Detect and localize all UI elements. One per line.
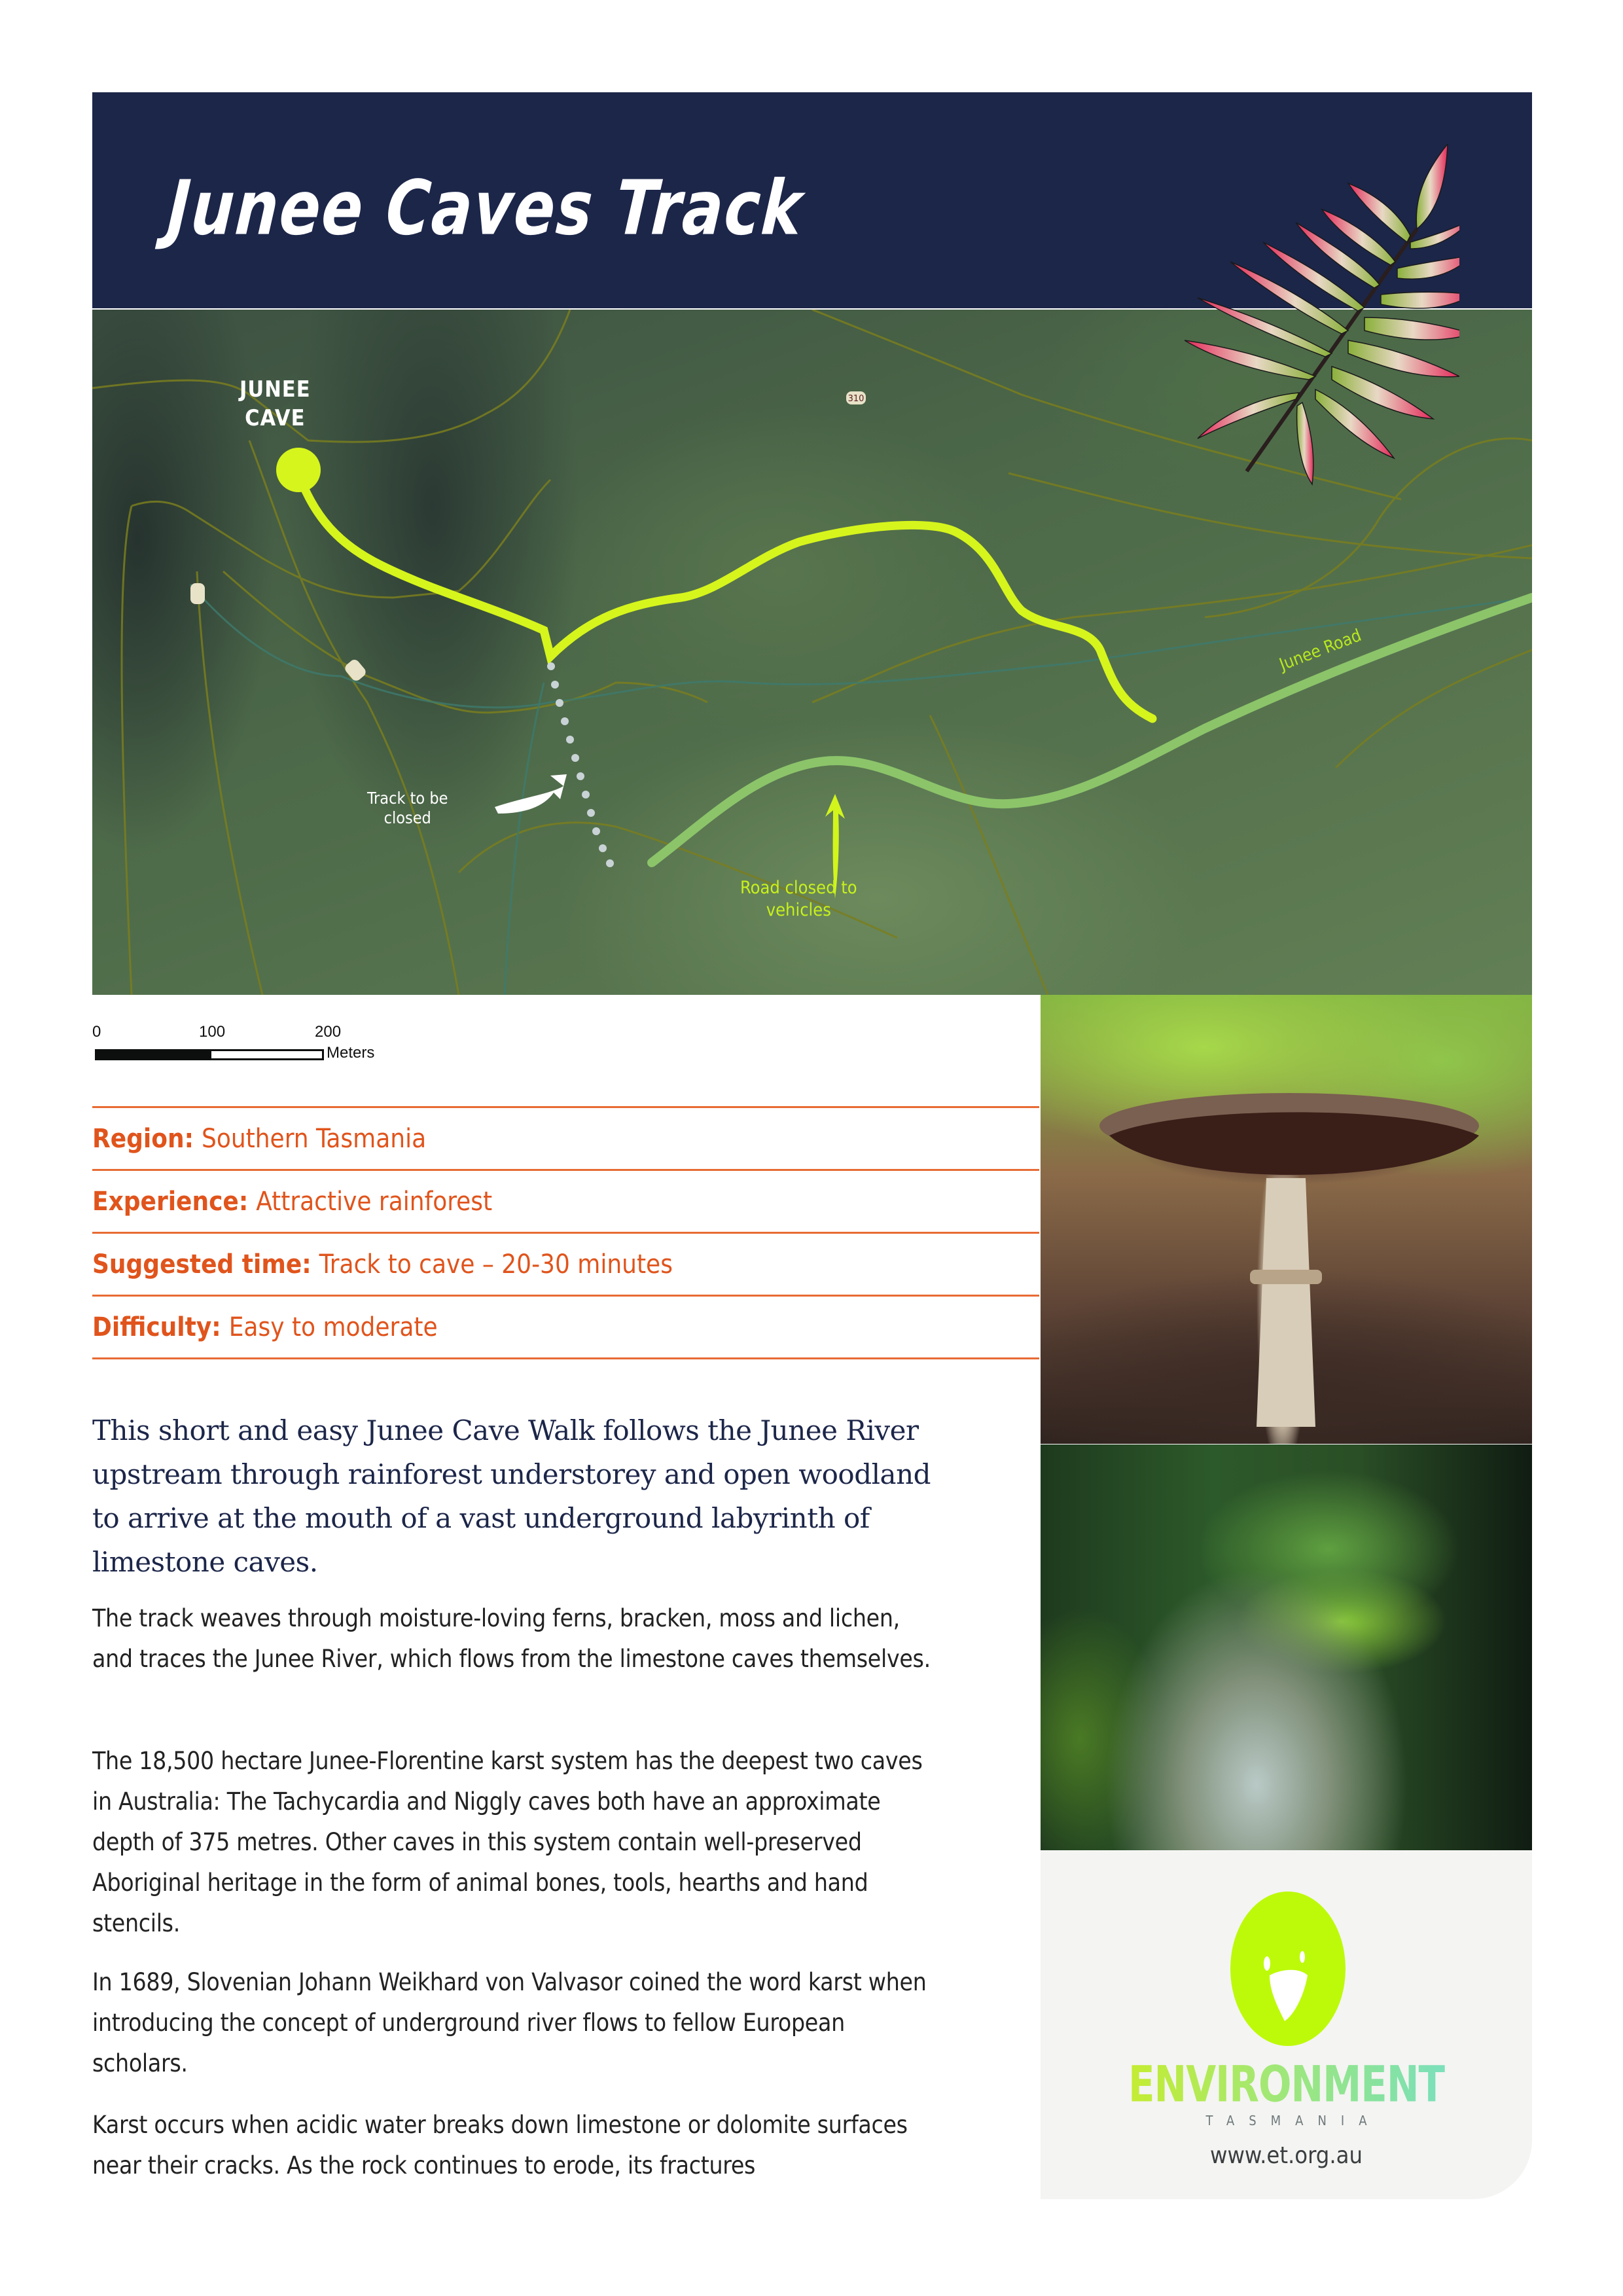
info-row-region: Region: Southern Tasmania: [92, 1123, 427, 1154]
body-paragraph: The track weaves through moisture-loving ferns, bracken, moss and lichen, and traces the Junee River, which flows from the limestone caves themselves.: [92, 1604, 931, 1673]
logo-subtitle: TASMANIA: [1205, 2113, 1382, 2128]
info-row-experience: Experience: Attractive rainforest: [92, 1186, 493, 1217]
body-paragraph: The 18,500 hectare Junee-Florentine karst system has the deepest two caves in Australia: The Tachycardia and Niggly caves both have an approximate depth of 375 metres. Other caves in this system contain well-preserved Aboriginal heritage in the form of animal bones, tools, hearths and hand stencils.: [92, 1747, 923, 1937]
mushroom-illustration: [1041, 995, 1532, 1444]
info-row-difficulty: Difficulty: Easy to moderate: [92, 1312, 438, 1342]
info-row-suggested-time: Suggested time: Track to cave – 20-30 minutes: [92, 1249, 673, 1280]
environment-tasmania-logo-panel: [1041, 1851, 1532, 2199]
svg-text:310: 310: [847, 394, 865, 404]
junee-cave-marker: [276, 448, 321, 492]
junee-road-label: Junee Road: [1277, 625, 1364, 675]
intro-paragraph: This short and easy Junee Cave Walk follows the Junee River upstream through rainforest understorey and open woodland to arrive at the mouth of a vast underground labyrinth of limestone caves.: [92, 1414, 931, 1578]
scale-unit: Meters: [327, 1044, 375, 1062]
divider: [92, 1357, 1039, 1359]
scale-tick: 100: [199, 1023, 226, 1041]
rainforest-river-photo: [1041, 1444, 1532, 1850]
junee-cave-label: JUNEE CAVE: [240, 376, 311, 431]
body-paragraph: In 1689, Slovenian Johann Weikhard von Valvasor coined the word karst when introducing the concept of underground river flows to fellow European scholars.: [92, 1968, 927, 2077]
track-info-list: [92, 1106, 1039, 1359]
scale-bar: [92, 1023, 616, 1062]
closed-track-dots: [547, 662, 614, 867]
website-link[interactable]: www.et.org.au: [1209, 2142, 1363, 2169]
scale-tick: 0: [92, 1023, 101, 1041]
fern-illustration-icon: [1185, 144, 1459, 497]
scale-bar-white-segment: [209, 1049, 324, 1060]
track-to-be-closed-label: Track to be closed: [367, 789, 448, 827]
logo-wordmark: ENVIRONMENT: [1041, 2055, 1532, 2113]
bird-logo-icon: [1222, 1884, 1353, 2054]
contour-label-badges: [190, 391, 866, 683]
arrow-icon: [495, 774, 567, 814]
page-title: Junee Caves Track: [164, 164, 806, 252]
body-paragraph: Karst occurs when acidic water breaks down limestone or dolomite surfaces near their cracks. As the rock continues to erode, its fractures: [92, 2111, 908, 2179]
road-closed-label: Road closed to vehicles: [740, 878, 857, 920]
scale-tick: 200: [315, 1023, 342, 1041]
mushroom-photo: [1041, 995, 1532, 1444]
scale-bar-black-segment: [95, 1049, 209, 1060]
